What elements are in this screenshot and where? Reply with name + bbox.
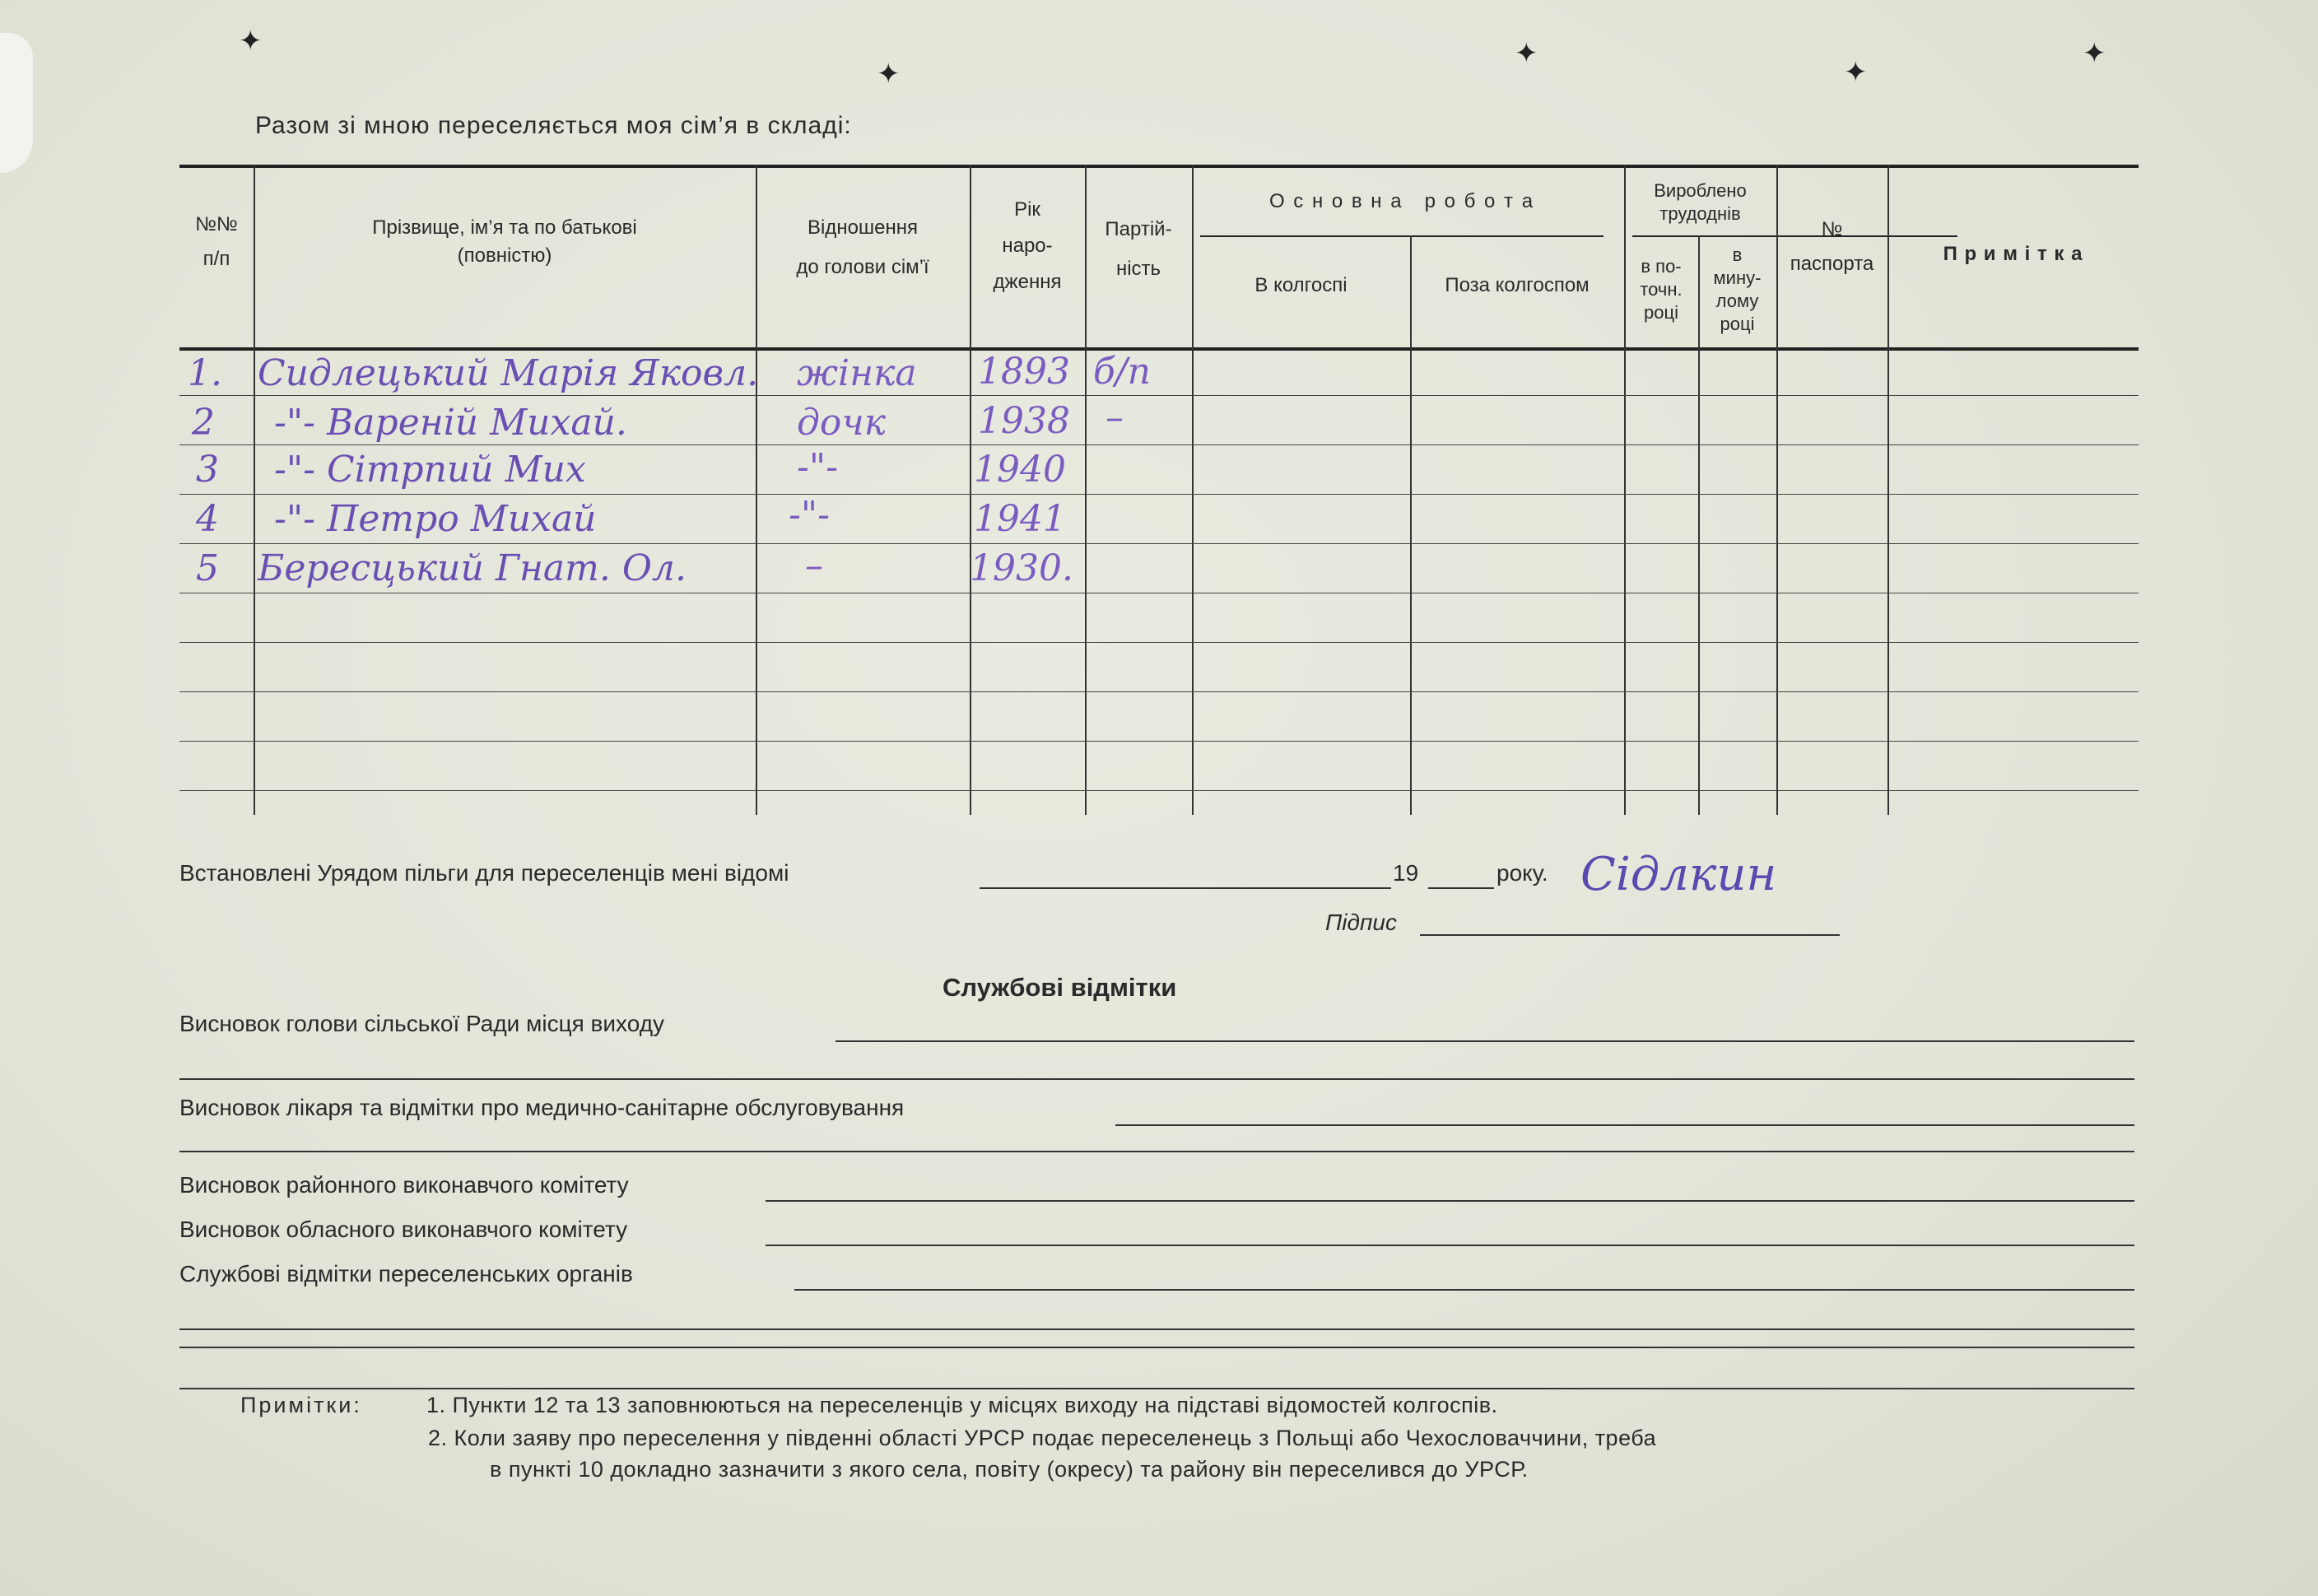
header-outside-kolgosp: Поза колгоспом <box>1445 274 1590 296</box>
row-num: 3 <box>196 449 219 491</box>
punch-mark: ✦ <box>877 58 901 90</box>
row-name: -"- Вареній Михай. <box>274 402 627 444</box>
row-line <box>179 494 2139 495</box>
service-line-district: Висновок районного виконавчого комітету <box>179 1172 629 1198</box>
punch-mark: ✦ <box>1515 38 1538 69</box>
service-line-village-council: Висновок голови сільської Ради місця виходу <box>179 1011 665 1036</box>
year-prefix: 19 <box>1393 860 1419 886</box>
fill-line <box>179 1078 2134 1080</box>
punch-mark: ✦ <box>2083 38 2106 69</box>
fill-line <box>766 1200 2134 1202</box>
row-name: -"- Петро Михай <box>274 498 597 540</box>
main-work-divider <box>1200 235 1604 237</box>
row-relation: -"- <box>797 446 838 488</box>
row-line <box>179 543 2139 544</box>
note-1: 1. Пункти 12 та 13 заповнюються на переселенців у місцях виходу на підставі відомостей колгоспів. <box>426 1393 1498 1417</box>
row-year: 1938 <box>978 400 1070 442</box>
fill-line <box>836 1040 2134 1042</box>
row-relation: дочк <box>797 402 887 444</box>
row-name: Бересцький Гнат. Ол. <box>258 547 687 589</box>
row-year: 1941 <box>974 498 1066 540</box>
header-past-year: в мину- лому році <box>1713 244 1762 334</box>
notes-label: Примітки: <box>240 1393 362 1417</box>
row-line <box>179 395 2139 396</box>
header-passport: № паспорта <box>1790 218 1874 275</box>
row-year: 1940 <box>974 449 1066 491</box>
year-suffix: року. <box>1496 860 1548 886</box>
service-line-oblast: Висновок обласного виконавчого комітету <box>179 1217 628 1242</box>
fill-line <box>179 1151 2134 1152</box>
row-relation: жінка <box>797 352 917 394</box>
intro-text: Разом зі мною переселяється моя сім’я в складі: <box>255 112 852 139</box>
service-title: Службові відмітки <box>943 973 1177 1002</box>
benefits-label: Встановлені Урядом пільги для переселенців мені відомі <box>179 860 789 886</box>
row-party: б/п <box>1093 351 1152 393</box>
signature-label: Підпис <box>1325 910 1397 935</box>
torn-edge <box>0 33 33 173</box>
header-produced: Вироблено трудоднів <box>1654 180 1747 224</box>
fill-line <box>1115 1124 2134 1126</box>
row-line <box>179 444 2139 445</box>
row-line <box>179 741 2139 742</box>
note-2a: 2. Коли заяву про переселення у південні області УРСР подає переселенець з Польщі або Чехословаччини, треба <box>428 1426 1657 1450</box>
row-name: -"- Сітрпий Мих <box>274 449 586 491</box>
punch-mark: ✦ <box>239 26 263 57</box>
header-remark: П р и м і т к а <box>1943 243 2083 265</box>
table-top-border <box>179 165 2139 168</box>
family-table <box>179 165 2139 815</box>
service-line-doctor: Висновок лікаря та відмітки про медично-санітарне обслуговування <box>179 1095 905 1120</box>
row-year: 1893 <box>978 351 1070 393</box>
fill-line <box>794 1289 2134 1291</box>
fill-line <box>179 1347 2134 1348</box>
row-num: 5 <box>196 547 219 589</box>
fill-line <box>179 1388 2134 1389</box>
service-line-resettlement: Службові відмітки переселенських органів <box>179 1261 633 1287</box>
row-num: 1. <box>188 352 222 394</box>
row-name: Сидлецький Марія Яковл. <box>258 352 759 394</box>
year-underline <box>1428 887 1494 889</box>
note-2b: в пункті 10 докладно зазначити з якого села, повіту (окресу) та району він переселився до УРСР. <box>490 1457 1529 1482</box>
row-relation: – <box>805 545 823 587</box>
row-line <box>179 691 2139 692</box>
col-divider <box>1192 165 1194 815</box>
header-party: Партій- ність <box>1105 218 1172 280</box>
header-name: Прізвище, ім’я та по батькові (повністю) <box>372 216 637 267</box>
fill-line <box>179 1328 2134 1330</box>
benefits-underline <box>980 887 1391 889</box>
header-current-year: в по- точн. році <box>1640 256 1683 323</box>
header-num: №№ п/п <box>195 213 238 270</box>
row-year: 1930. <box>970 547 1073 589</box>
punch-mark: ✦ <box>1844 57 1868 88</box>
header-relation: Відношення до голови сім’ї <box>796 216 929 278</box>
fill-line <box>766 1245 2134 1246</box>
col-divider <box>1410 235 1412 815</box>
signature-underline <box>1420 934 1840 936</box>
row-num: 2 <box>192 402 215 444</box>
row-line <box>179 790 2139 791</box>
header-bottom-border <box>179 347 2139 351</box>
header-main-work: О с н о в н а р о б о т а <box>1268 190 1535 212</box>
row-party: – <box>1105 397 1124 439</box>
row-relation: -"- <box>789 494 830 536</box>
header-in-kolgosp: В колгоспі <box>1254 274 1348 296</box>
row-line <box>179 642 2139 643</box>
row-num: 4 <box>196 498 219 540</box>
signature: Сідлкин <box>1580 848 1777 901</box>
header-year: Рік наро- дження <box>993 198 1062 293</box>
